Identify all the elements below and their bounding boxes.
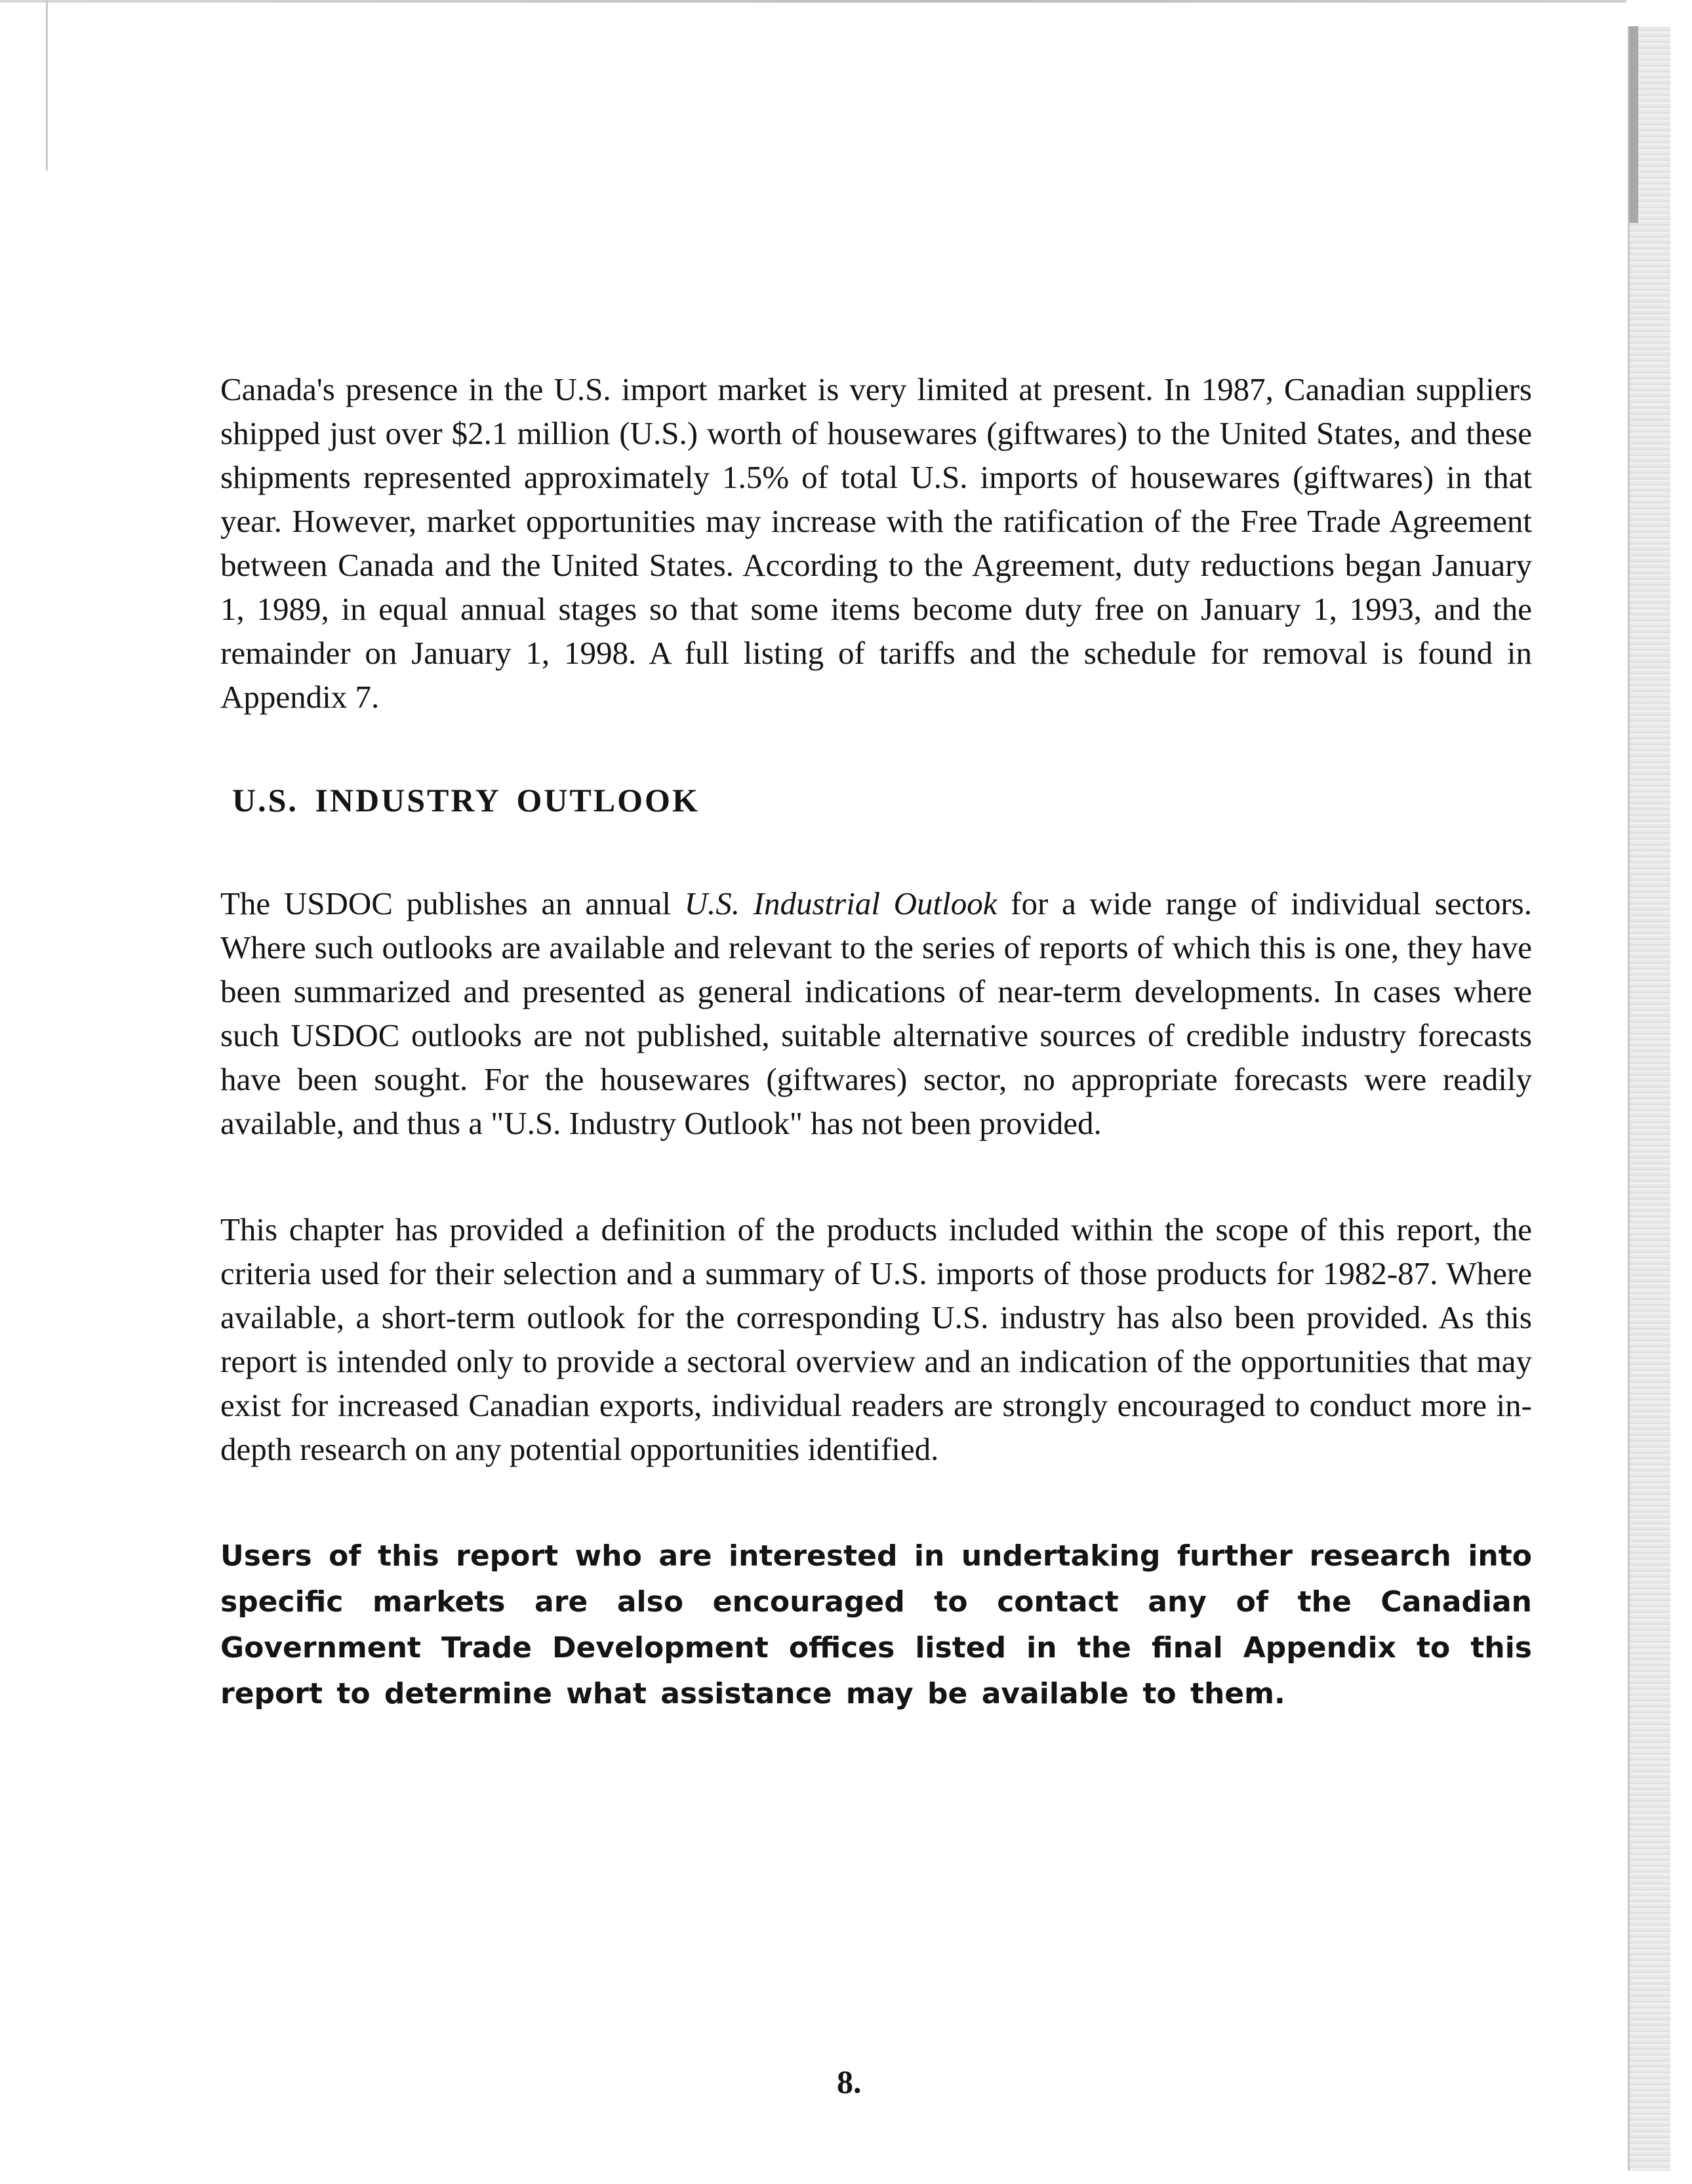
- body-text: [220, 367, 1532, 1717]
- paragraph-canada-presence: Canada's presence in the U.S. import market is very limited at present. In 1987, Canadian suppliers shipped just over $2.1 million (U.S.) worth of housewares (giftwares) to the United States, and these shipments represented approximately 1.5% of total U.S. imports of housewares (giftwares) in that year. However, market opportunities may increase with the ratification of the Free Trade Agreement between Canada and the United States. According to the Agreement, duty reductions began January 1, 1989, in equal annual stages so that some items become duty free on January 1, 1993, and the remainder on January 1, 1998. A full listing of tariffs and the schedule for removal is found in Appendix 7.: [220, 371, 1532, 715]
- scan-right-edge-shadow: [1629, 26, 1638, 223]
- section-heading: U.S. INDUSTRY OUTLOOK: [232, 782, 700, 819]
- paragraph-usdoc-outlook: [220, 881, 1532, 1145]
- scan-left-edge: [46, 0, 48, 171]
- paragraph-usdoc-outlook-rest: for a wide range of individual sectors. Where such outlooks are available and relevant to the series of reports of which this is one, they have been summarized and presented as general indications of near-term developments. In cases where such USDOC outlooks are not published, suitable alternative sources of credible industry forecasts have been sought. For the housewares (giftwares) sector, no appropriate forecasts were readily available, and thus a "U.S. Industry Outlook" has not been provided.: [220, 885, 1532, 1141]
- publication-title: U.S. Industrial Outlook: [684, 885, 997, 921]
- page-number: 8.: [837, 2063, 862, 2100]
- scan-top-edge: [0, 0, 1626, 3]
- scan-right-edge: [1628, 26, 1670, 2171]
- paragraph-chapter-summary: This chapter has provided a definition of the products included within the scope of this report, the criteria used for their selection and a summary of U.S. imports of those products for 1982-87. Where available, a short-term outlook for the corresponding U.S. industry has also been provided. As this report is intended only to provide a sectoral overview and an indication of the opportunities that may exist for increased Canadian exports, individual readers are strongly encouraged to conduct more in-depth research on any potential opportunities identified.: [220, 1211, 1532, 1467]
- paragraph-usdoc-outlook-lead: The USDOC publishes an annual: [220, 885, 685, 921]
- paragraph-contact-notice: Users of this report who are interested in undertaking further research into specific markets are also encouraged to contact any of the Canadian Government Trade Development offices listed in the final Appendix to this report to determine what assistance may be available to them.: [220, 1539, 1532, 1710]
